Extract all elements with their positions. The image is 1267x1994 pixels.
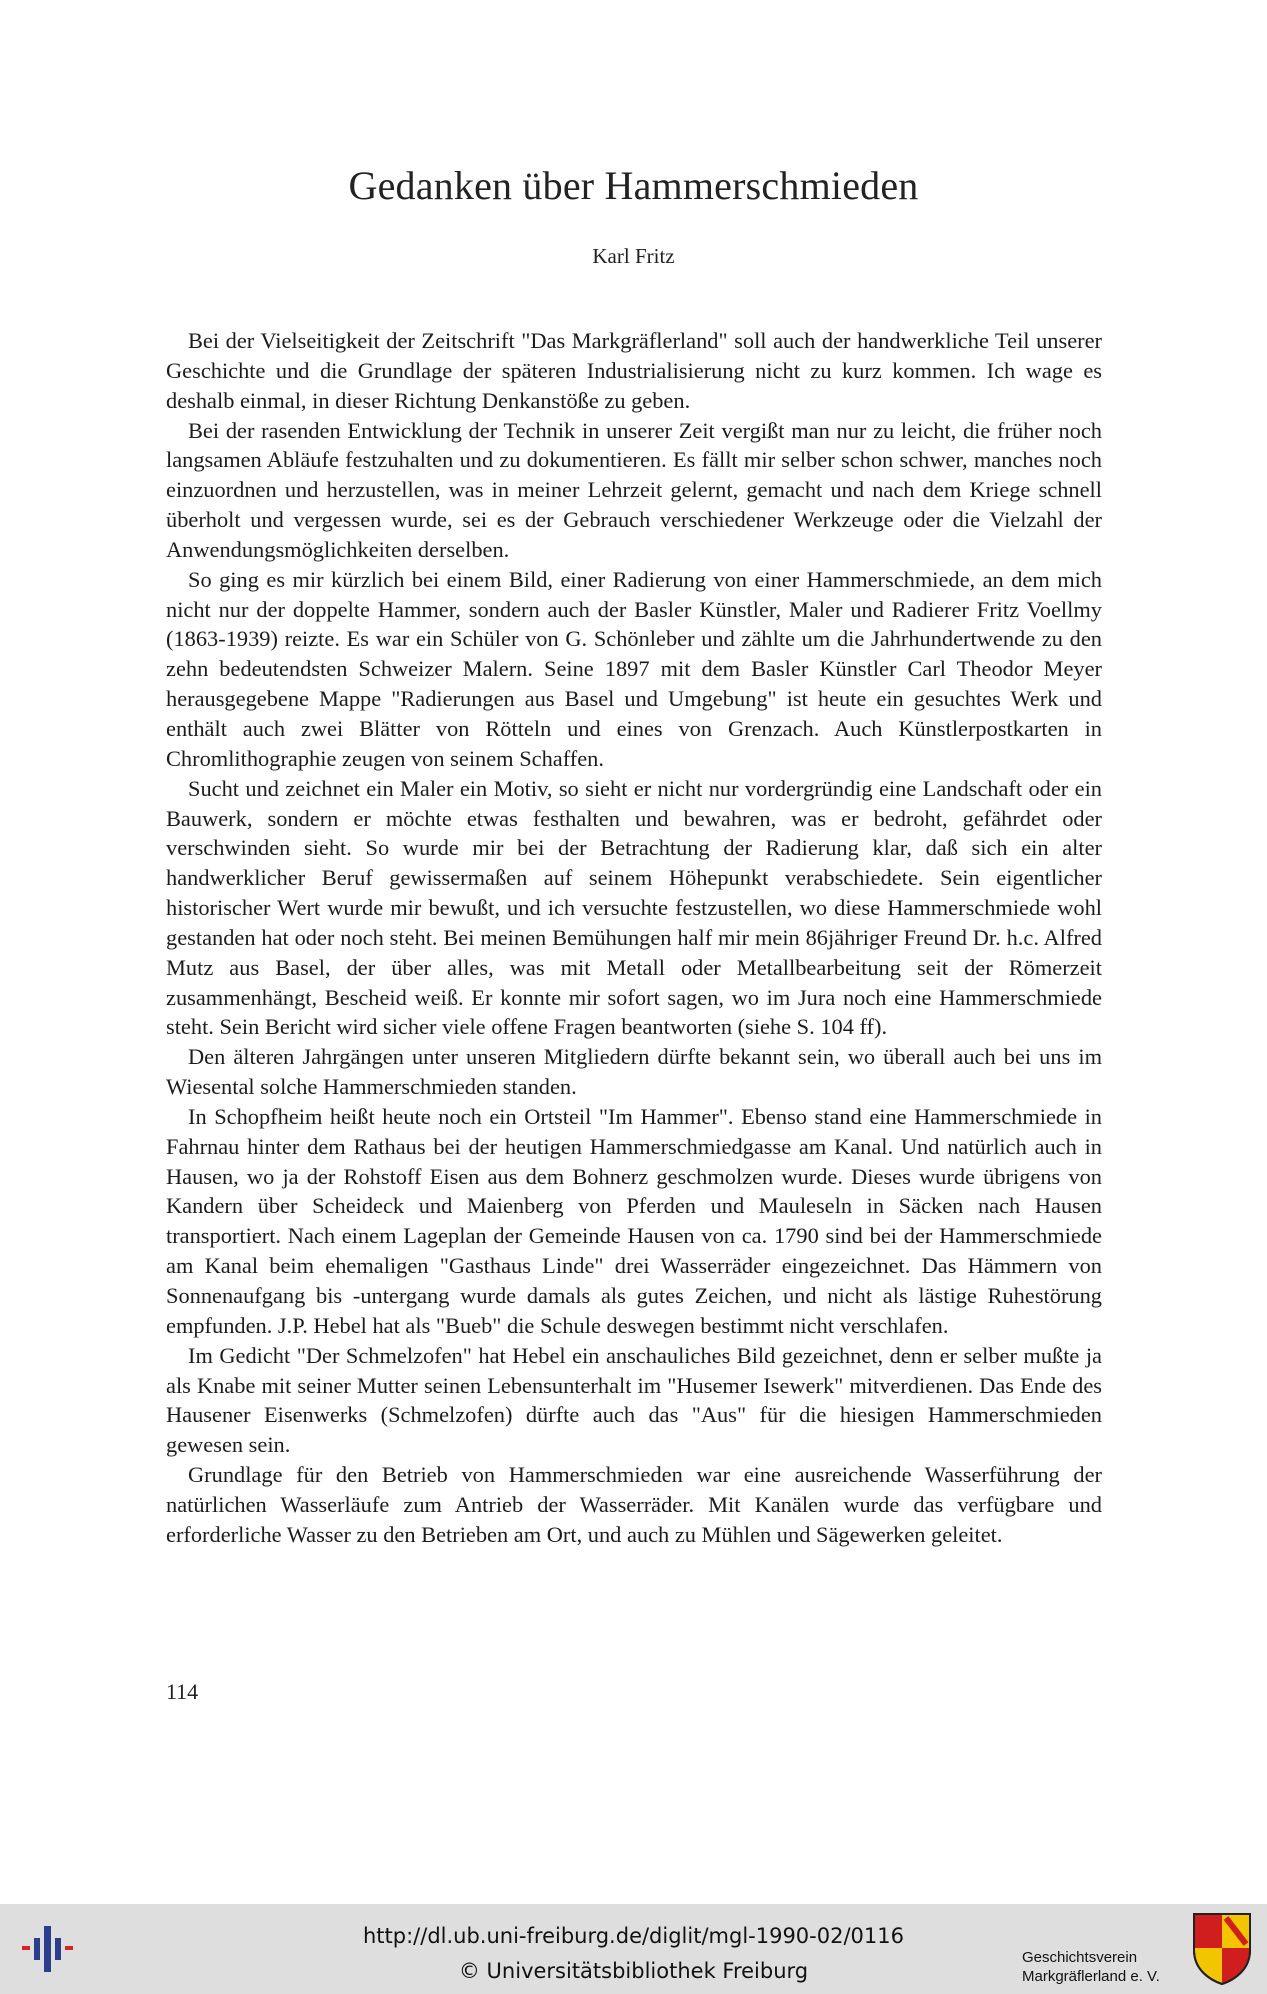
paragraph: Bei der rasenden Entwicklung der Technik in unserer Zeit vergißt man nur zu leicht, die früher noch langsamen Abläufe festzuhalten und zu dokumentieren. Es fällt mir selber schon schwer, manches noch einzuordnen und herzustellen, was in meiner Lehrzeit gelernt, gemacht und nach dem Kriege schnell überholt und vergessen wurde, sei es der Gebrauch verschiedener Werkzeuge oder die Vielzahl der Anwendungsmöglichkeiten derselben.	[166, 417, 1102, 562]
paragraph: Den älteren Jahrgängen unter unseren Mitgliedern dürfte bekannt sein, wo überall auch bei uns im Wiesental solche Hammerschmieden standen.	[166, 1044, 1102, 1100]
paragraph: Bei der Vielseitigkeit der Zeitschrift "Das Markgräflerland" soll auch der handwerkliche Teil unserer Geschichte und die Grundlage der späteren Industrialisierung nicht zu kurz kommen. Ich wage es deshalb einmal, in dieser Richtung Denkanstöße zu geben.	[166, 328, 1102, 413]
paragraph: So ging es mir kürzlich bei einem Bild, einer Radierung von einer Hammerschmiede, an dem mich nicht nur der doppelte Hammer, sondern auch der Basler Künstler, Maler und Radierer Fritz Voellmy (1863-1939) reizte. Es war ein Schüler von G. Schönleber und zählte um die Jahrhundertwende zu den zehn bedeutendsten Schweizer Malern. Seine 1897 mit dem Basler Künstler Carl Theodor Meyer herausgegebene Mappe "Radierungen aus Basel und Umgebung" ist heute ein gesuchtes Werk und enthält auch zwei Blätter von Rötteln und eines von Grenzach. Auch Künstlerpostkarten in Chromlithographie zeugen von seinem Schaffen.	[166, 566, 1102, 771]
viewer-footer	[0, 1904, 1267, 1994]
article-body	[166, 326, 1102, 1550]
society-line-2: Markgräflerland e. V.	[1022, 1968, 1160, 1985]
society-name	[1022, 1948, 1162, 1986]
page-number: 114	[166, 1679, 199, 1704]
document-url-link[interactable]: http://dl.ub.uni-freiburg.de/diglit/mgl-1990-02/0116	[362, 1924, 904, 1948]
society-line-1: Geschichtsverein	[1022, 1949, 1138, 1966]
paragraph: Im Gedicht "Der Schmelzofen" hat Hebel ein anschauliches Bild gezeichnet, denn er selber mußte ja als Knabe mit seiner Mutter seinen Lebensunterhalt im "Husemer Isewerk" mitverdienen. Das Ende des Hausener Eisenwerks (Schmelzofen) dürfte auch das "Aus" für die hiesigen Hammerschmieden gewesen sein.	[166, 1342, 1102, 1458]
copyright-text: © Universitätsbibliothek Freiburg	[458, 1959, 809, 1983]
paragraph: In Schopfheim heißt heute noch ein Ortsteil "Im Hammer". Ebenso stand eine Hammerschmiede in Fahrnau hinter dem Rathaus bei der heutigen Hammerschmiedgasse am Kanal. Und natürlich auch in Hausen, wo ja der Rohstoff Eisen aus dem Bohnerz geschmolzen wurde. Dieses wurde übrigens von Kandern über Scheideck und Maienberg von Pferden und Mauleseln in Säcken nach Hausen transportiert. Nach einem Lageplan der Gemeinde Hausen von ca. 1790 sind bei der Hammerschmiede am Kanal beim ehemaligen "Gasthaus Linde" drei Wasserräder eingezeichnet. Das Hämmern von Sonnenaufgang bis -untergang wurde damals als gutes Zeichen, und nicht als lästige Ruhestörung empfunden. J.P. Hebel hat als "Bueb" die Schule deswegen bestimmt nicht verschlafen.	[166, 1103, 1102, 1338]
paragraph: Sucht und zeichnet ein Maler ein Motiv, so sieht er nicht nur vordergründig eine Landschaft oder ein Bauwerk, sondern er möchte etwas festhalten und bewahren, was er bedroht, gefährdet oder verschwinden sieht. So wurde mir bei der Betrachtung der Radierung klar, daß sich ein alter handwerklicher Beruf gewissermaßen auf seinem Höhepunkt verabschiedete. Sein eigentlicher historischer Wert wurde mir bewußt, und ich versuchte festzustellen, wo diese Hammerschmiede wohl gestanden hat oder noch steht. Bei meinen Bemühungen half mir mein 86jähriger Freund Dr. h.c. Alfred Mutz aus Basel, der über alles, was mit Metall oder Metallbearbeitung seit der Römerzeit zusammenhängt, Bescheid weiß. Er konnte mir sofort sagen, wo im Jura noch eine Hammerschmiede steht. Sein Bericht wird sicher viele offene Fragen beantworten (siehe S. 104 ff).	[166, 775, 1102, 1040]
article-author: Karl Fritz	[592, 244, 675, 268]
article-title: Gedanken über Hammerschmieden	[348, 163, 919, 208]
coat-of-arms-icon[interactable]	[1190, 1910, 1254, 1986]
paragraph: Grundlage für den Betrieb von Hammerschmieden war eine ausreichende Wasserführung der natürlichen Wasserläufe zum Antrieb der Wasserräder. Mit Kanälen wurde das verfügbare und erforderliche Wasser zu den Betrieben am Ort, und auch zu Mühlen und Sägewerken geleitet.	[166, 1462, 1102, 1547]
